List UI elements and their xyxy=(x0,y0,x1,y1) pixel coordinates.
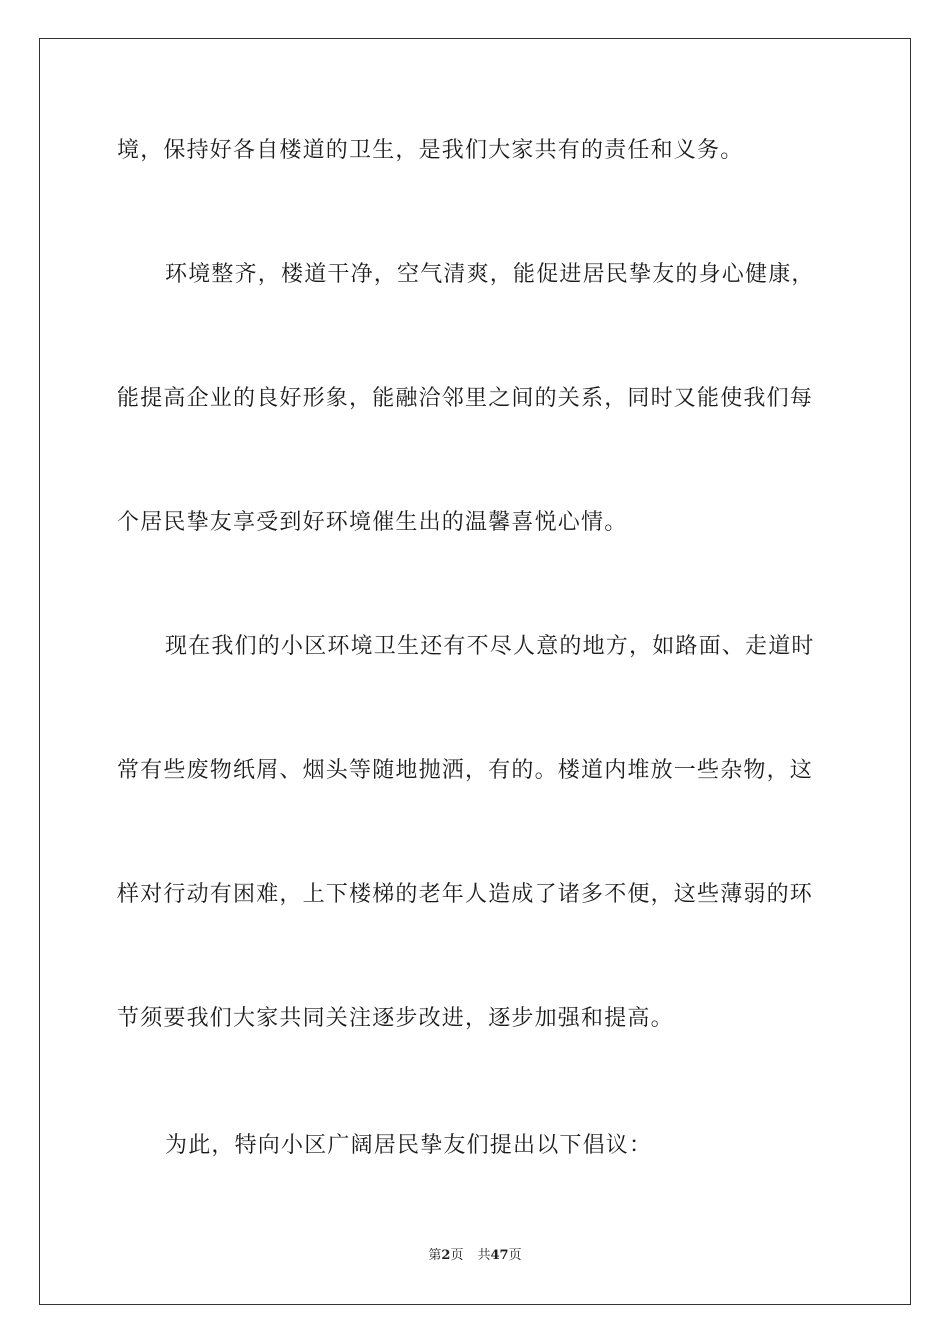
page-border xyxy=(39,38,911,1305)
paragraph-line: 现在我们的小区环境卫生还有不尽人意的地方，如路面、走道时 xyxy=(165,634,815,659)
paragraph-line: 常有些废物纸屑、烟头等随地抛洒，有的。楼道内堆放一些杂物，这 xyxy=(117,758,814,783)
page-footer xyxy=(0,1247,950,1265)
total-suffix: 页 xyxy=(508,1248,522,1263)
total-pages: 47 xyxy=(490,1248,509,1263)
page-number: 2 xyxy=(441,1248,451,1263)
total-prefix: 共 xyxy=(477,1248,491,1263)
paragraph-line: 个居民挚友享受到好环境催生出的温馨喜悦心情。 xyxy=(117,510,628,535)
page-prefix: 第 xyxy=(428,1248,442,1263)
paragraph-line: 为此，特向小区广阔居民挚友们提出以下倡议： xyxy=(165,1133,653,1158)
paragraph-line: 能提高企业的良好形象，能融洽邻里之间的关系，同时又能使我们每 xyxy=(117,386,814,411)
page-suffix: 页 xyxy=(450,1248,464,1263)
paragraph-line: 环境整齐，楼道干净，空气清爽，能促进居民挚友的身心健康， xyxy=(165,262,815,287)
paragraph-line: 节须要我们大家共同关注逐步改进，逐步加强和提高。 xyxy=(117,1006,674,1031)
paragraph-line: 样对行动有困难，上下楼梯的老年人造成了诸多不便，这些薄弱的环 xyxy=(117,882,814,907)
paragraph-line: 境，保持好各自楼道的卫生，是我们大家共有的责任和义务。 xyxy=(117,138,744,163)
